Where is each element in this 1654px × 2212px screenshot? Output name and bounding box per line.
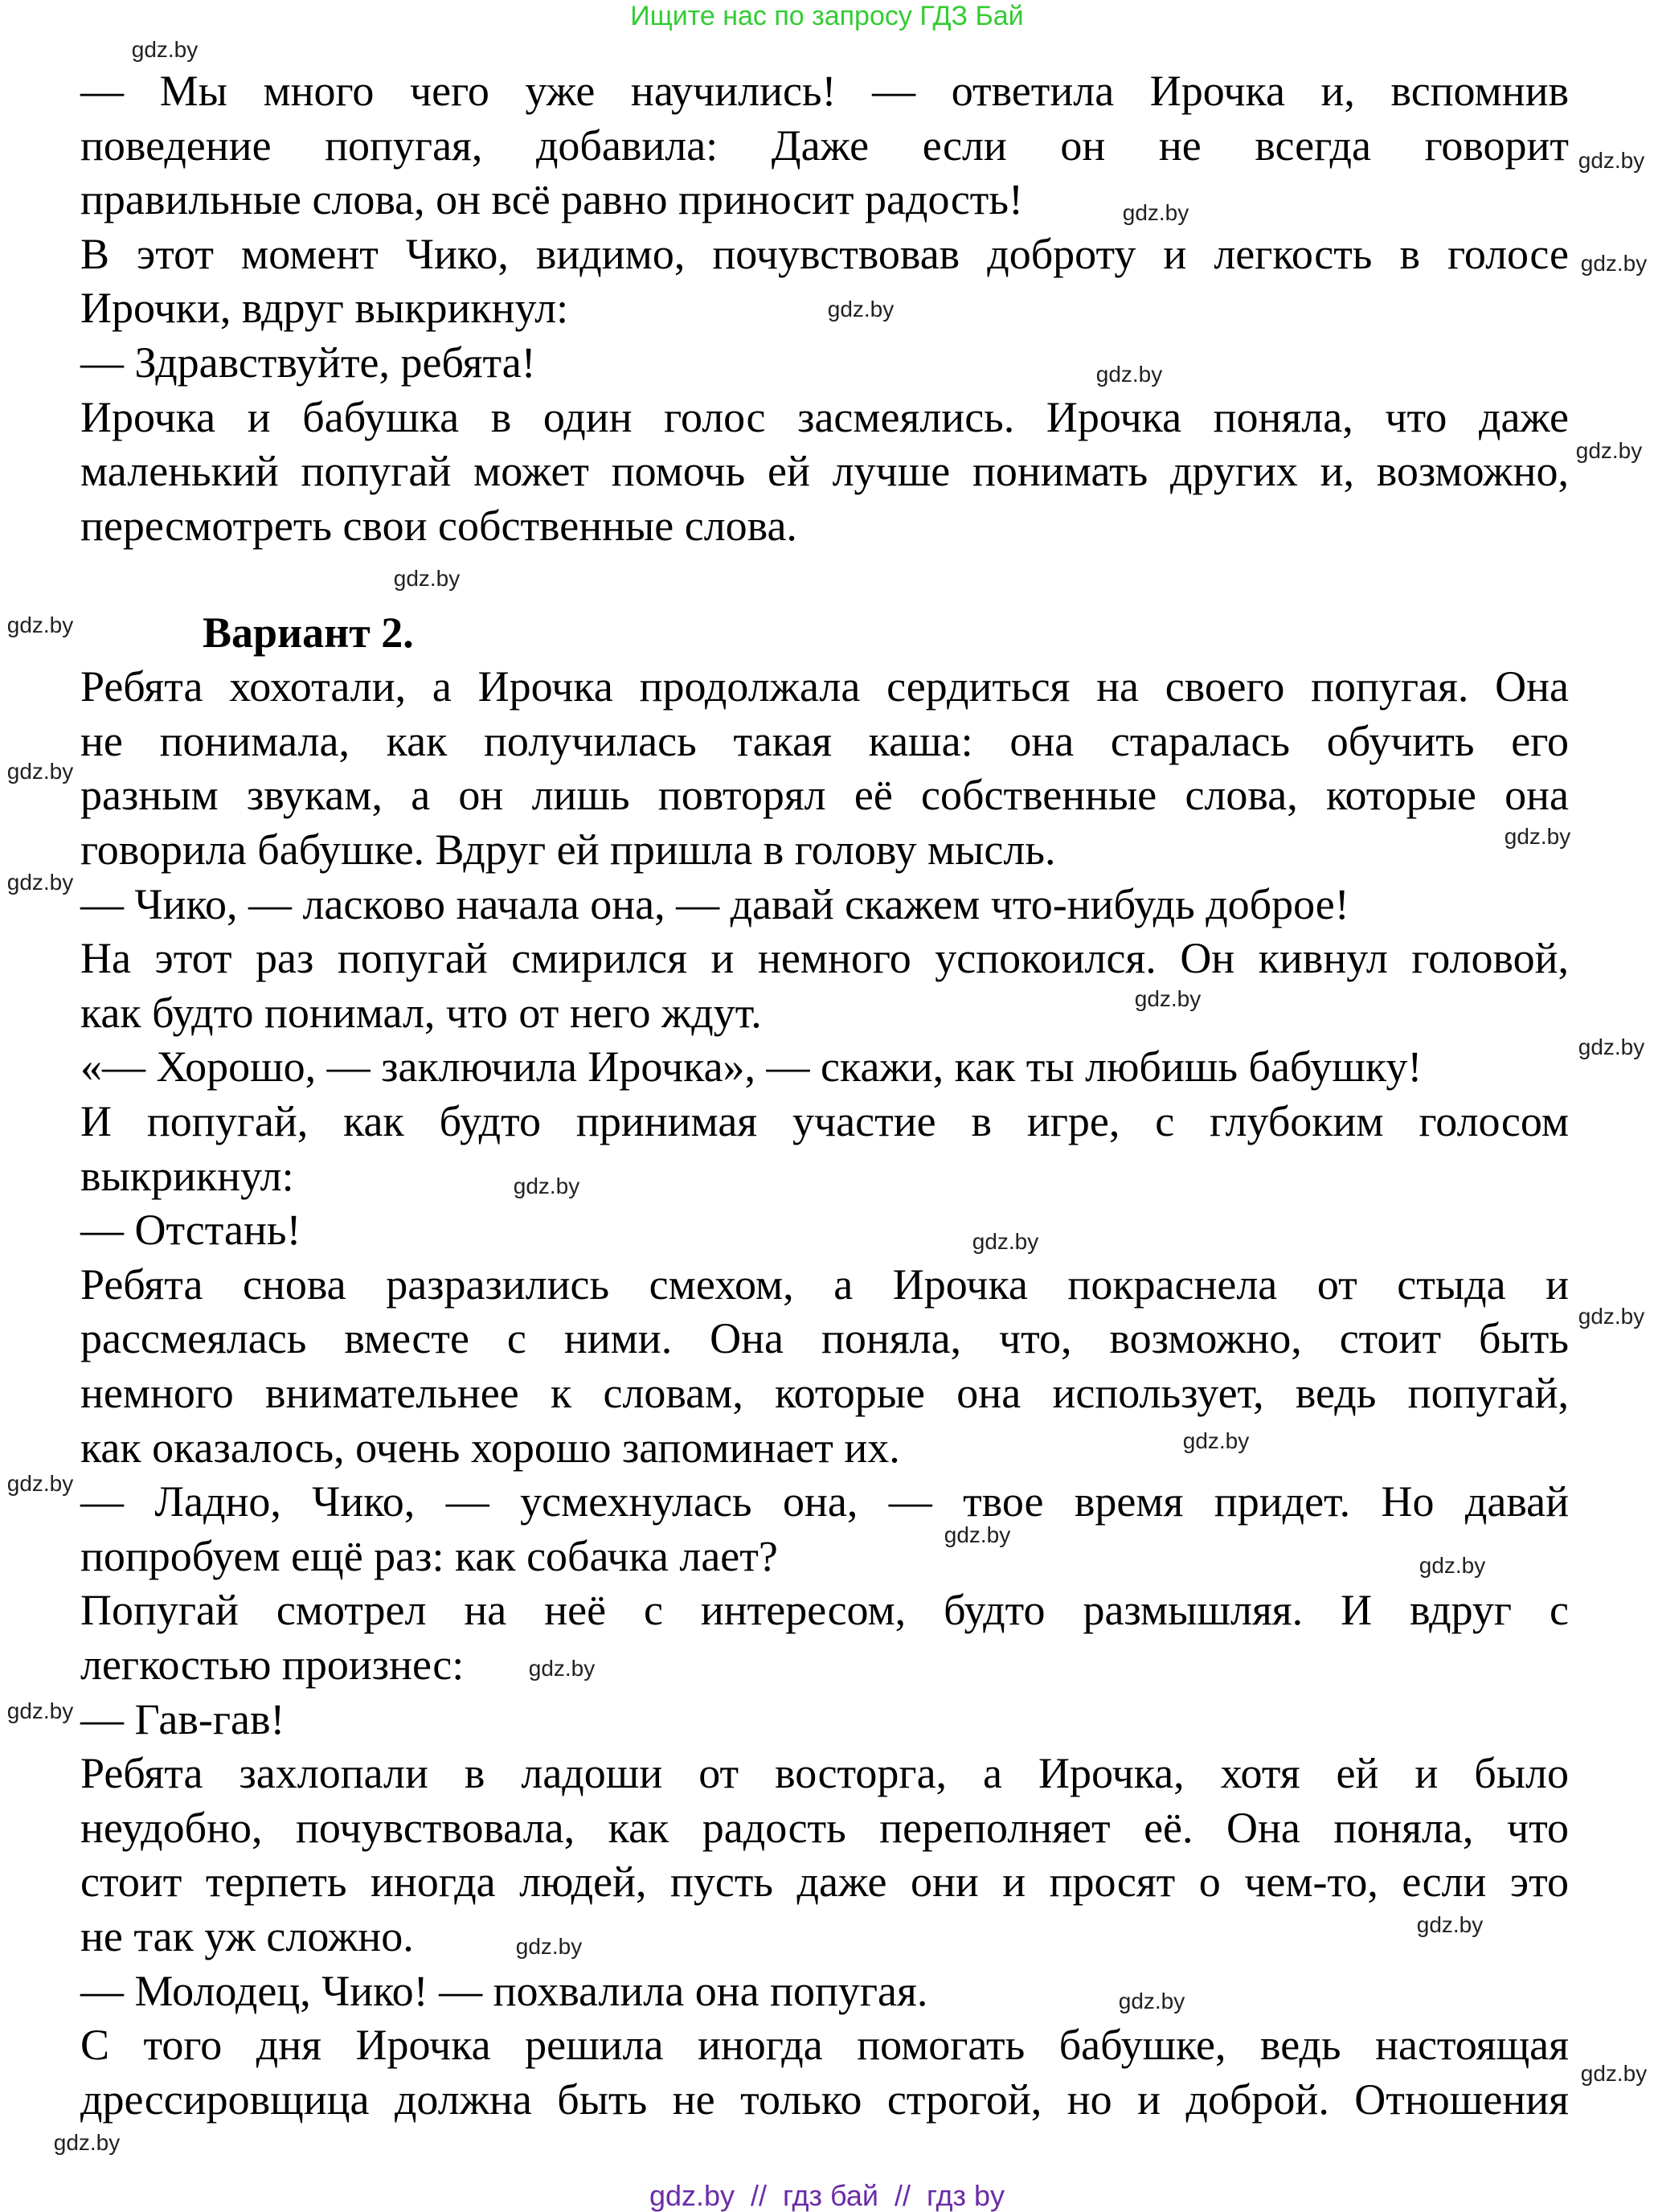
text-line: С того дня Ирочка решила иногда помогать бабушке, ведь настоящая xyxy=(80,2021,1569,2069)
variant-heading: Вариант 2. xyxy=(203,608,414,657)
watermark: gdz.by xyxy=(515,1934,583,1959)
text-line: говорила бабушке. Вдруг ей пришла в голову мысль. xyxy=(80,825,1056,874)
watermark: gdz.by xyxy=(1118,1989,1185,2013)
watermark: gdz.by xyxy=(513,1174,580,1198)
watermark: gdz.by xyxy=(6,612,74,637)
text-line: — Мы много чего уже научились! — ответила Ирочка и, вспомнив xyxy=(80,67,1569,115)
text-line: — Молодец, Чико! — похвалила она попугая. xyxy=(80,1967,928,2015)
watermark: gdz.by xyxy=(6,1698,74,1723)
watermark: gdz.by xyxy=(1578,1034,1645,1059)
text-line: неудобно, почувствовала, как радость переполняет её. Она поняла, что xyxy=(80,1804,1569,1852)
text-line: На этот раз попугай смирился и немного успокоился. Он кивнул головой, xyxy=(80,934,1569,982)
text-line: маленький попугай может помочь ей лучше понимать других и, возможно, xyxy=(80,447,1569,495)
watermark: gdz.by xyxy=(1122,200,1189,225)
watermark: gdz.by xyxy=(1580,251,1648,276)
text-line: как оказалось, очень хорошо запоминает их. xyxy=(80,1423,900,1472)
watermark: gdz.by xyxy=(944,1522,1011,1547)
text-line: Ирочки, вдруг выкрикнул: xyxy=(80,284,569,332)
text-line: не понимала, как получилась такая каша: она старалась обучить его xyxy=(80,717,1569,765)
footer-links[interactable]: gdz.by // гдз бай // гдз by xyxy=(649,2179,1005,2212)
text-line: Ребята захлопали в ладоши от восторга, а Ирочка, хотя ей и было xyxy=(80,1749,1569,1797)
text-line: Ребята хохотали, а Ирочка продолжала сердиться на своего попугая. Она xyxy=(80,662,1569,711)
watermark: gdz.by xyxy=(131,37,199,62)
text-line: Ирочка и бабушка в один голос засмеялись. Ирочка поняла, что даже xyxy=(80,393,1569,441)
text-line: немного внимательнее к словам, которые она использует, ведь попугай, xyxy=(80,1369,1569,1417)
text-line: рассмеялась вместе с ними. Она поняла, что, возможно, стоит быть xyxy=(80,1314,1569,1362)
text-line: — Ладно, Чико, — усмехнулась она, — твое время придет. Но давай xyxy=(80,1477,1569,1526)
text-line: как будто понимал, что от него ждут. xyxy=(80,989,762,1037)
text-line: «— Хорошо, — заключила Ирочка», — скажи, как ты любишь бабушку! xyxy=(80,1043,1423,1091)
watermark: gdz.by xyxy=(1578,1304,1645,1329)
text-line: — Отстань! xyxy=(80,1206,301,1254)
text-line: стоит терпеть иногда людей, пусть даже они и просят о чем-то, если это xyxy=(80,1858,1569,1906)
watermark: gdz.by xyxy=(827,297,895,322)
watermark: gdz.by xyxy=(1419,1553,1486,1578)
watermark: gdz.by xyxy=(1580,2061,1648,2086)
watermark: gdz.by xyxy=(972,1229,1039,1254)
watermark: gdz.by xyxy=(53,2130,121,2155)
text-line: выкрикнул: xyxy=(80,1152,294,1200)
text-line: Попугай смотрел на неё с интересом, будто размышляя. И вдруг с xyxy=(80,1586,1569,1634)
text-line: Ребята снова разразились смехом, а Ирочка покраснела от стыда и xyxy=(80,1260,1569,1309)
text-line: поведение попугая, добавила: Даже если он не всегда говорит xyxy=(80,121,1569,170)
watermark: gdz.by xyxy=(1134,986,1202,1011)
text-line: И попугай, как будто принимая участие в игре, с глубоким голосом xyxy=(80,1097,1569,1145)
text-line: — Здравствуйте, ребята! xyxy=(80,338,536,387)
text-line: правильные слова, он всё равно приносит радость! xyxy=(80,175,1023,223)
watermark: gdz.by xyxy=(1504,824,1571,849)
text-line: легкостью произнес: xyxy=(80,1641,465,1689)
watermark: gdz.by xyxy=(1578,148,1645,173)
watermark: gdz.by xyxy=(1575,438,1643,463)
text-line: не так уж сложно. xyxy=(80,1912,414,1960)
watermark: gdz.by xyxy=(6,759,74,784)
watermark: gdz.by xyxy=(1416,1912,1484,1937)
text-line: разным звукам, а он лишь повторял её собственные слова, которые она xyxy=(80,771,1569,819)
search-banner[interactable]: Ищите нас по запросу ГДЗ Бай xyxy=(630,1,1024,31)
text-line: пересмотреть свои собственные слова. xyxy=(80,502,797,550)
text-line: дрессировщица должна быть не только строгой, но и доброй. Отношения xyxy=(80,2075,1569,2124)
watermark: gdz.by xyxy=(528,1656,596,1681)
watermark: gdz.by xyxy=(6,870,74,895)
watermark: gdz.by xyxy=(1095,362,1163,387)
text-line: попробуем ещё раз: как собачка лает? xyxy=(80,1532,778,1580)
text-line: В этот момент Чико, видимо, почувствовав доброту и легкость в голосе xyxy=(80,230,1569,278)
watermark: gdz.by xyxy=(6,1471,74,1496)
text-line: — Чико, — ласково начала она, — давай скажем что-нибудь доброе! xyxy=(80,880,1349,928)
watermark: gdz.by xyxy=(1182,1428,1250,1453)
watermark: gdz.by xyxy=(393,566,461,591)
text-line: — Гав-гав! xyxy=(80,1695,285,1743)
